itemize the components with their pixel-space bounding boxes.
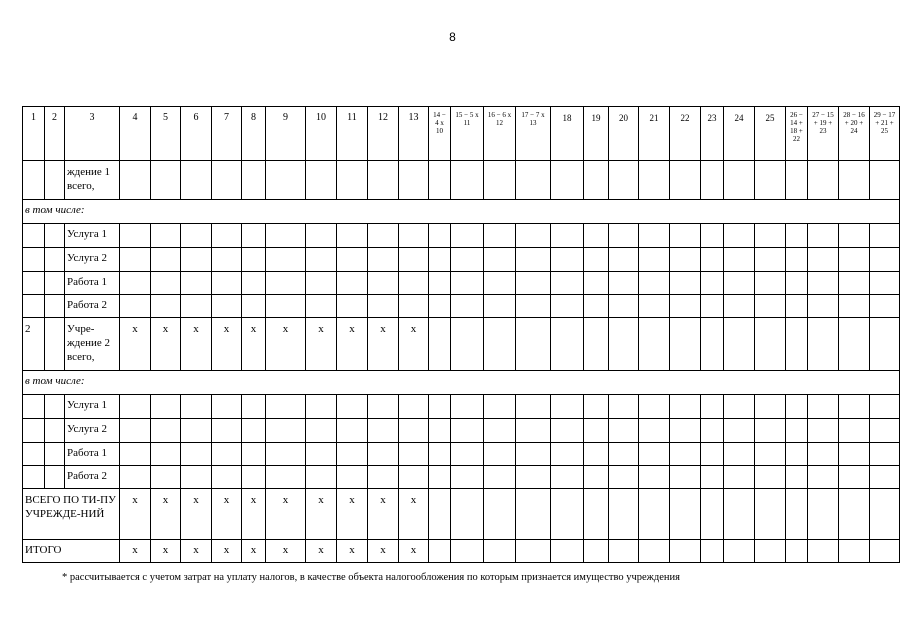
x-mark: x <box>306 540 337 563</box>
x-mark: x <box>399 489 429 540</box>
header-cell: 4 <box>120 107 151 161</box>
table-row <box>23 248 900 272</box>
header-cell: 6 <box>181 107 212 161</box>
section-label: в том числе: <box>23 200 900 224</box>
x-mark: x <box>337 489 368 540</box>
x-mark: x <box>120 489 151 540</box>
x-mark: x <box>242 540 266 563</box>
row-label: Услуга 2 <box>65 248 120 272</box>
header-cell: 9 <box>266 107 306 161</box>
header-cell: 19 <box>584 107 609 161</box>
x-mark: x <box>151 318 181 371</box>
table-row <box>23 200 900 224</box>
x-mark: x <box>399 318 429 371</box>
table-row <box>23 295 900 318</box>
x-mark: x <box>368 540 399 563</box>
header-cell: 13 <box>399 107 429 161</box>
table-row <box>23 224 900 248</box>
x-mark: x <box>266 318 306 371</box>
section-label: в том числе: <box>23 371 900 395</box>
header-cell: 11 <box>337 107 368 161</box>
row-label: ВСЕГО ПО ТИ-ПУ УЧРЕЖДЕ-НИЙ <box>23 489 120 540</box>
header-cell: 10 <box>306 107 337 161</box>
x-mark: x <box>306 489 337 540</box>
table-row <box>23 272 900 295</box>
x-mark: x <box>242 489 266 540</box>
x-mark: x <box>181 318 212 371</box>
header-cell: 5 <box>151 107 181 161</box>
table-row <box>23 395 900 419</box>
row-label: Работа 1 <box>65 272 120 295</box>
x-mark: x <box>151 540 181 563</box>
header-cell: 18 <box>551 107 584 161</box>
header-cell: 29 − 17 + 21 + 25 <box>870 107 900 161</box>
row-label: ИТОГО <box>23 540 120 563</box>
x-mark: x <box>212 318 242 371</box>
row-label: Работа 2 <box>65 295 120 318</box>
header-cell: 21 <box>639 107 670 161</box>
x-mark: x <box>399 540 429 563</box>
table-row <box>23 161 900 200</box>
x-mark: x <box>337 540 368 563</box>
row-label: ждение 1 всего, <box>65 161 120 200</box>
row-label: Услуга 2 <box>65 419 120 443</box>
header-cell: 15 − 5 x 11 <box>451 107 484 161</box>
x-mark: x <box>181 540 212 563</box>
x-mark: x <box>181 489 212 540</box>
header-cell: 25 <box>755 107 786 161</box>
header-cell: 23 <box>701 107 724 161</box>
x-mark: x <box>337 318 368 371</box>
x-mark: x <box>266 540 306 563</box>
header-cell: 17 − 7 x 13 <box>516 107 551 161</box>
header-cell: 7 <box>212 107 242 161</box>
header-cell: 27 − 15 + 19 + 23 <box>808 107 839 161</box>
x-mark: x <box>212 489 242 540</box>
row-number: 2 <box>23 318 45 371</box>
x-mark: x <box>151 489 181 540</box>
header-cell: 2 <box>45 107 65 161</box>
table-row <box>23 489 900 540</box>
row-label: Услуга 1 <box>65 395 120 419</box>
table-row <box>23 540 900 563</box>
header-cell: 8 <box>242 107 266 161</box>
header-cell: 20 <box>609 107 639 161</box>
cost-table <box>22 106 900 563</box>
x-mark: x <box>120 540 151 563</box>
x-mark: x <box>306 318 337 371</box>
row-label: Услуга 1 <box>65 224 120 248</box>
header-cell: 16 − 6 x 12 <box>484 107 516 161</box>
header-cell: 3 <box>65 107 120 161</box>
table-row <box>23 466 900 489</box>
footnote: * рассчитывается с учетом затрат на уплату налогов, в качестве объекта налогообложения по которым признается имущество учреждения <box>62 572 680 583</box>
x-mark: x <box>266 489 306 540</box>
x-mark: x <box>368 318 399 371</box>
header-cell: 28 − 16 + 20 + 24 <box>839 107 870 161</box>
row-label: Работа 1 <box>65 443 120 466</box>
header-cell: 12 <box>368 107 399 161</box>
header-cell: 1 <box>23 107 45 161</box>
table-row <box>23 419 900 443</box>
x-mark: x <box>120 318 151 371</box>
table-row <box>23 371 900 395</box>
table-row <box>23 318 900 371</box>
header-cell: 22 <box>670 107 701 161</box>
header-cell: 14 − 4 x 10 <box>429 107 451 161</box>
table-row <box>23 443 900 466</box>
header-cell: 26 − 14 + 18 + 22 <box>786 107 808 161</box>
header-row <box>23 107 900 161</box>
x-mark: x <box>242 318 266 371</box>
page-number: 8 <box>449 30 456 44</box>
x-mark: x <box>368 489 399 540</box>
x-mark: x <box>212 540 242 563</box>
header-cell: 24 <box>724 107 755 161</box>
row-label: Работа 2 <box>65 466 120 489</box>
row-label: Учре-ждение 2 всего, <box>65 318 120 371</box>
